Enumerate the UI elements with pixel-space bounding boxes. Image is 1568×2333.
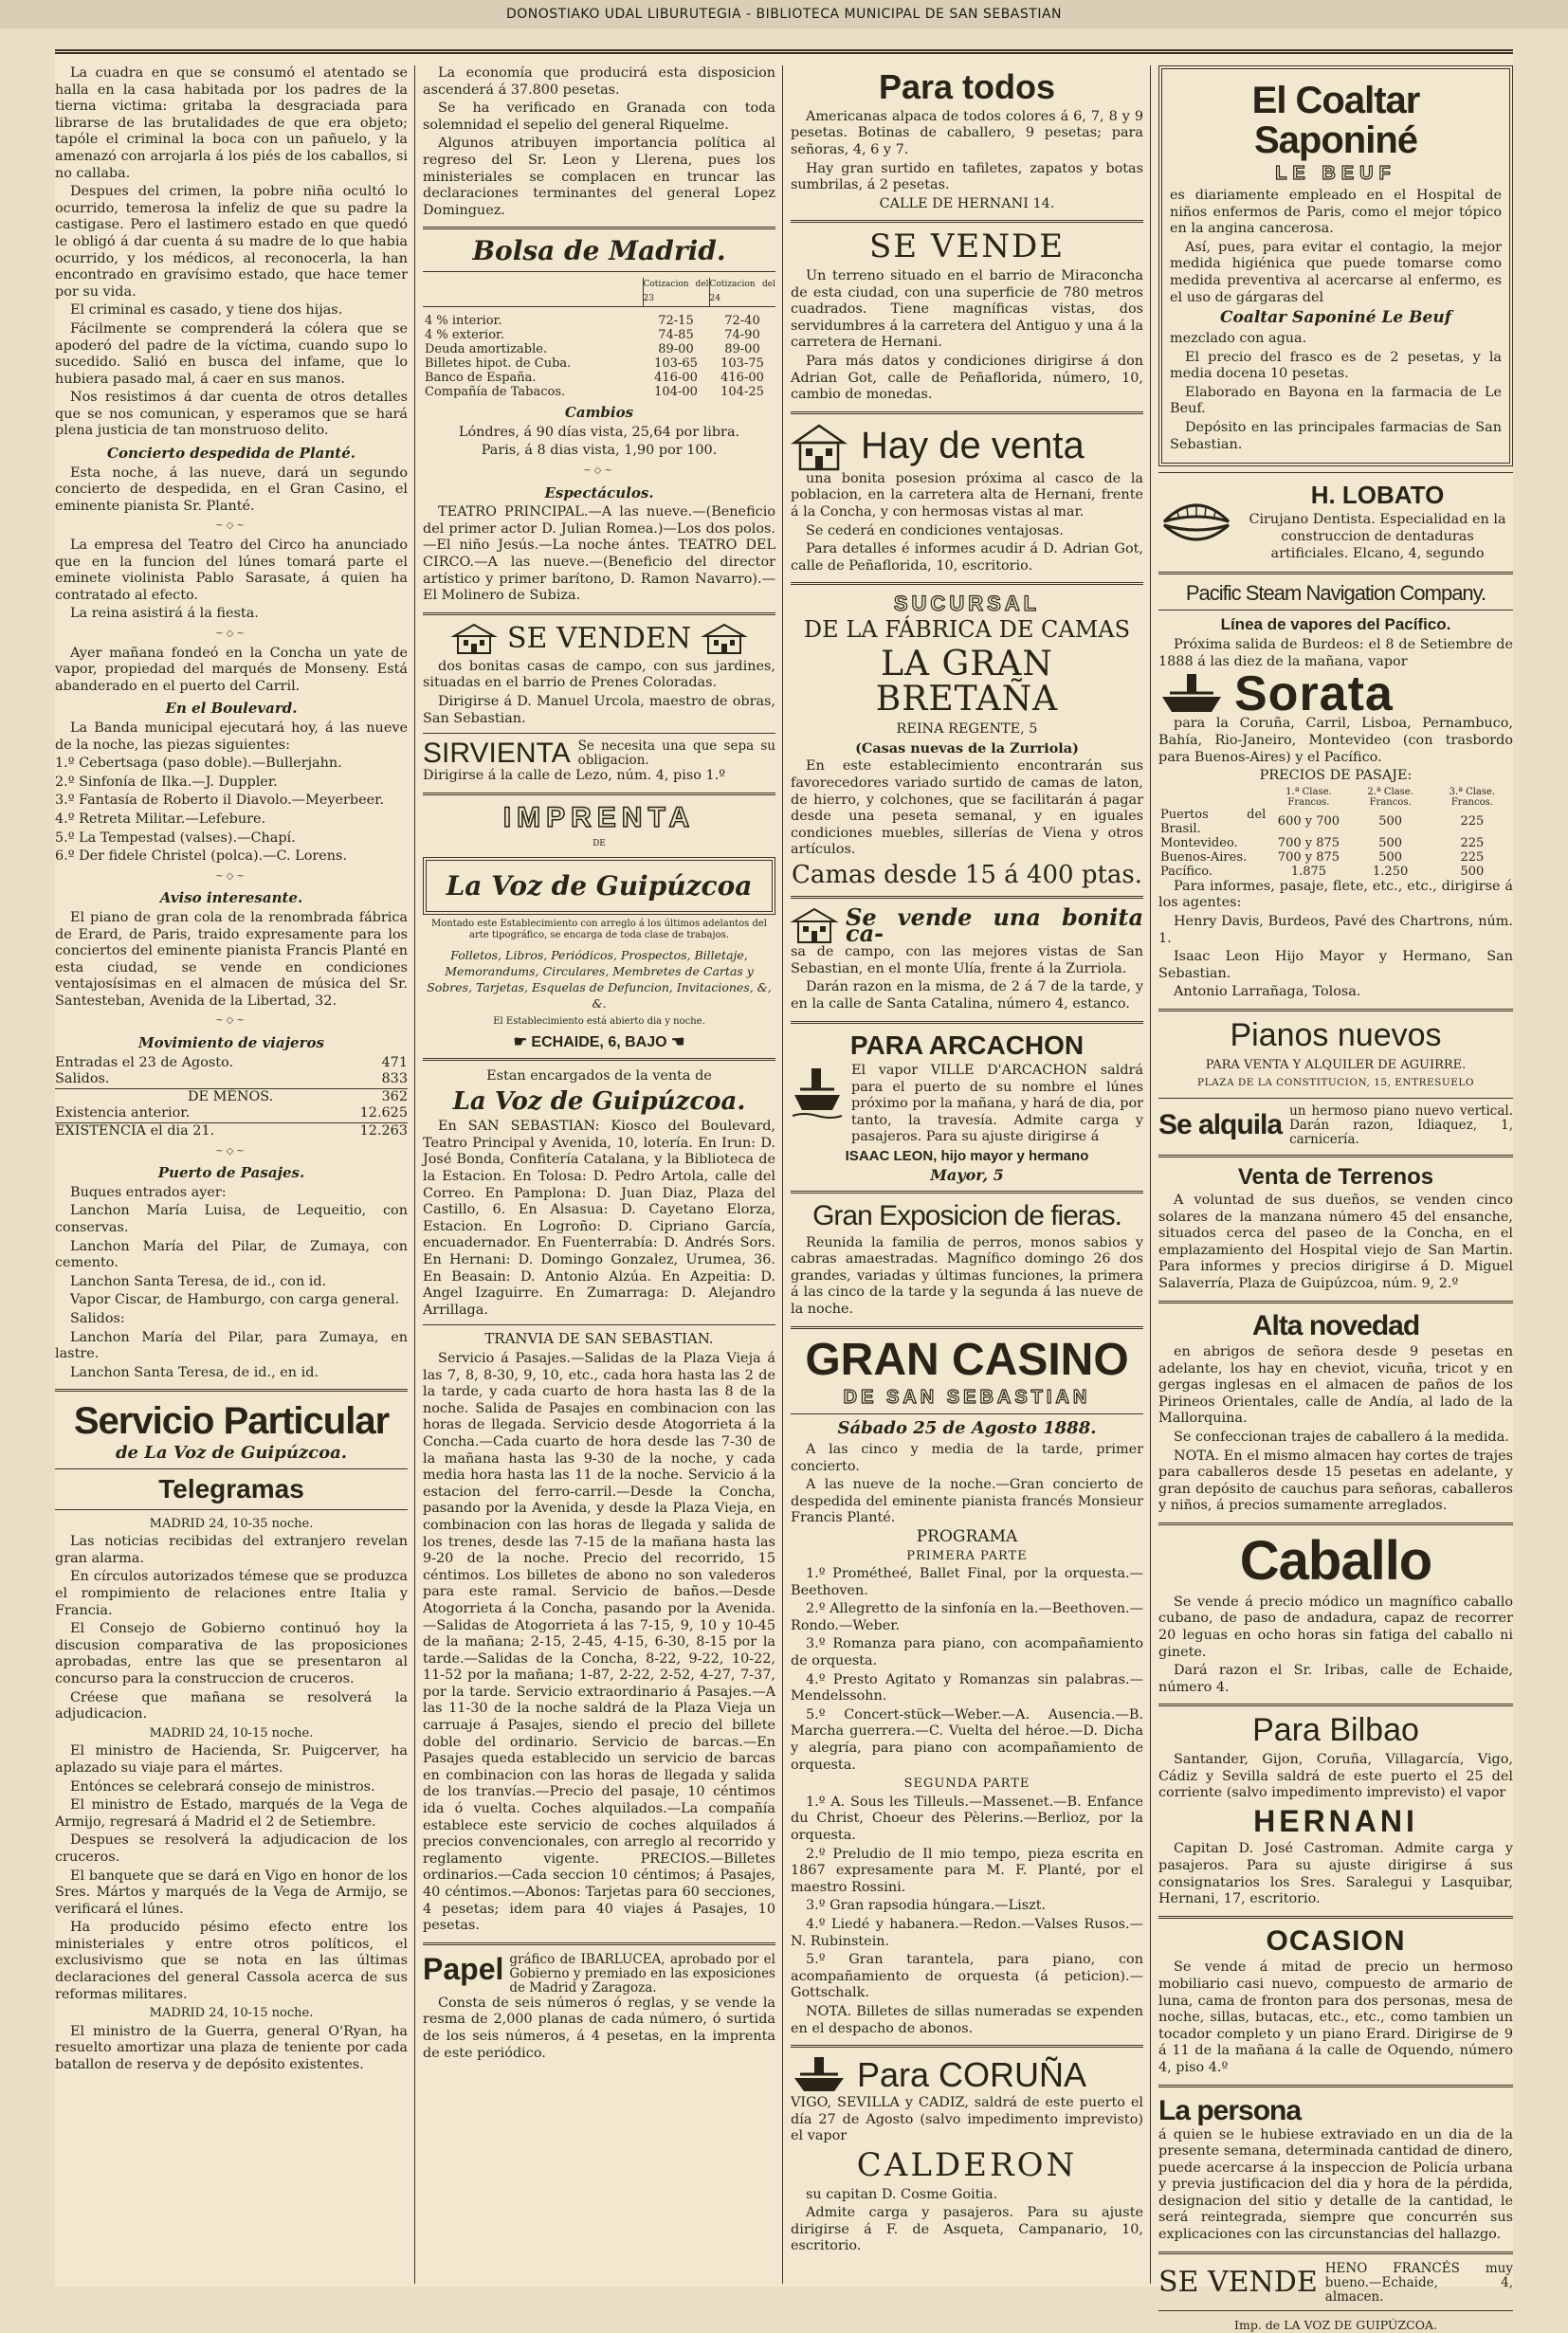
sirvienta-text: Se necesita una que sepa su obligacion. — [577, 738, 775, 769]
ornament-divider: ~◇~ — [215, 1015, 247, 1027]
arcachon-title: PARA ARCACHON — [849, 1030, 1085, 1060]
divider — [55, 1468, 408, 1469]
paragraph: Se cederá en condiciones ventajosas. — [806, 522, 1064, 538]
row-label: Entradas el 23 de Agosto. — [55, 1054, 234, 1070]
column-rule — [782, 65, 783, 2284]
hand-pointer-icon: ☛ — [513, 1033, 532, 1050]
paragraph: Dirigirse á D. Manuel Urcola, maestro de obras, San Sebastian. — [423, 693, 775, 726]
telegramas-title: Telegramas — [158, 1474, 304, 1504]
address: REINA REGENTE, 5 — [896, 721, 1038, 738]
paragraph: Depósito en las principales farmacias de San Sebastian. — [1170, 419, 1502, 452]
section-heading: Movimiento de viajeros — [138, 1034, 324, 1052]
divider — [1158, 1301, 1513, 1303]
section-heading: En el Boulevard. — [165, 700, 298, 718]
persona-ad — [1158, 2095, 1513, 2127]
address: (Casas nuevas de la Zurriola) — [855, 739, 1079, 756]
list-item: 5.º Gran tarantela, para piano, con acompañamiento de orquesta (á peticion).—Gottschalk. — [791, 1952, 1143, 2001]
camas-price: Camas desde 15 á 400 ptas. — [791, 860, 1143, 889]
part-heading: PRIMERA PARTE — [906, 1548, 1028, 1563]
divider — [791, 582, 1143, 585]
paragraph: Despues del crimen, la pobre niña ocultó lo ocurrido, temerosa la infeliz de que su padre la castigase. Pero el lastimero estado en que quedó le obligó á dar cuenta á su madre de lo que habia ocurrido, y los médicos, al reconocerla, la han encontrado en gravísimo estado, que hace temer por su vida. — [55, 184, 408, 300]
paragraph: NOTA. Billetes de sillas numeradas se expenden en el despacho de abonos. — [791, 2003, 1143, 2036]
paragraph: A las nueve de la noche.—Gran concierto de despedida del eminente pianista francés Monsieur Francis Planté. — [791, 1477, 1143, 1526]
table-row: Billetes hipot. de Cuba. 103-65 103-75 — [425, 356, 764, 372]
list-item: 6.º Der fidele Christel (polca).—C. Lorens. — [55, 848, 348, 865]
hand-pointer-icon: ☚ — [666, 1033, 685, 1050]
paragraph: Americanas alpaca de todos colores á 6, 7, 8 y 9 pesetas. Botinas de caballero, 9 pesetas; para señoras, 4, 6 y 7. — [791, 108, 1143, 157]
divider — [791, 411, 1143, 414]
paragraph: En círculos autorizados témese que se produzca el rompimiento de relaciones entre Italia y Francia. — [55, 1569, 408, 1618]
list-item: 4.º Retreta Militar.—Lefebure. — [55, 811, 266, 827]
paragraph: El Establecimiento está abierto dia y noche. — [493, 1016, 705, 1028]
table-row: 4 % exterior. 74-85 74-90 — [425, 328, 760, 343]
coaltar-ad — [1158, 65, 1513, 466]
paragraph: La reina asistirá á la fiesta. — [70, 606, 259, 622]
row-label: EXISTENCIA el dia 21. — [55, 1123, 215, 1139]
paragraph: La economía que producirá esta disposicion ascenderá á 37.800 pesetas. — [423, 65, 775, 98]
paragraph: La Banda municipal ejecutará hoy, á las nueve de la noche, las piezas siguientes: — [55, 720, 408, 753]
programa-heading: PROGRAMA — [916, 1526, 1018, 1546]
bonita-header — [791, 902, 1143, 948]
precios-table — [1158, 787, 1513, 879]
paragraph: Hay gran surtido en tafiletes, zapatos y botas sumbrilas, á 2 pesetas. — [791, 160, 1143, 193]
imprenta-name: La Voz de Guipúzcoa — [446, 869, 753, 902]
imprint: Imp. de LA VOZ DE GUIPÚZCOA. — [1234, 2317, 1437, 2332]
alquila-text: un hermoso piano nuevo vertical. Darán razon, Idiaquez, 1, carnicería. — [1289, 1103, 1513, 1147]
sirvienta-title: SIRVIENTA — [423, 738, 571, 770]
terrenos-title: Venta de Terrenos — [1237, 1163, 1434, 1190]
pianos-subtitle: PARA VENTA Y ALQUILER DE AGUIRRE. — [1205, 1057, 1467, 1072]
divider — [1158, 610, 1513, 611]
servicio-title: Servicio Particular — [73, 1400, 390, 1443]
paragraph: TEATRO PRINCIPAL.—A las nueve.—(Beneficio del primer actor D. Julian Romea.)—Los dos polos.—El niño Jesús.—La noche ántes. TEATRO DEL CIRCO.—A las nueve.—(Beneficio del director artístico y primer barítono, D. Ramon Navarro).—El Molinero de Subiza. — [423, 504, 775, 604]
house-icon — [701, 623, 748, 655]
divider — [423, 733, 775, 734]
paragraph: sa de campo, con las mejores vistas de San Sebastian, en el monte Ulía, frente á la Zurriola. — [791, 944, 1143, 976]
novedad-title: Alta novedad — [1251, 1309, 1420, 1341]
encargados-title: La Voz de Guipúzcoa. — [452, 1087, 746, 1116]
paragraph: Lanchon María Luisa, de Lequeitio, con conservas. — [55, 1203, 408, 1235]
divider — [1158, 1522, 1513, 1525]
paragraph: Las noticias recibidas del extranjero revelan gran alarma. — [55, 1534, 408, 1566]
ocasion-title: OCASION — [1266, 1924, 1406, 1957]
divider — [55, 1389, 408, 1392]
paragraph: Fácilmente se comprenderá la cólera que se apoderó del padre de la víctima, cuando supo lo sucedido. Salió en busca del infame, que lo hubiera pasado mal, á caer en sus manos. — [55, 320, 408, 387]
imprenta-title: IMPRENTA — [502, 801, 696, 833]
divider — [791, 896, 1143, 899]
casino-date: Sábado 25 de Agosto 1888. — [837, 1418, 1097, 1439]
list-item: 4.º Presto Agitato y Romanzas sin palabras.—Mendelssohn. — [791, 1671, 1143, 1704]
sorata-title: Sorata — [1234, 665, 1394, 721]
table-row — [55, 1123, 408, 1140]
paragraph: Vapor Ciscar, de Hamburgo, con carga general. — [70, 1292, 400, 1308]
boulevard-list — [55, 756, 408, 866]
paragraph: Se vende á mitad de precio un hermoso mobiliario casi nuevo, compuesto de armario de luna, cama de fronton para dos personas, mesa de noche, sillas, butacas, etc., etc., como tambien un tocador completo y un piano Erard. Dirigirse de 9 á 11 de la mañana á la calle de Oquendo, número 4, piso 4.º — [1158, 1959, 1513, 2075]
table-row: Banco de España. 416-00 416-00 — [425, 371, 764, 386]
paragraph: El Consejo de Gobierno continuó hoy la discusion comparativa de las proposiciones aprobadas, entre las que se presentaron al concurso para la construccion de cruceros. — [55, 1621, 408, 1686]
house-icon — [791, 422, 848, 471]
list-item: 5.º Concert-stück—Weber.—A. Ausencia.—B. Marcha guerrera.—C. Vuelta del héroe.—D. Dicha y alegría, para piano con acompañamiento de orquesta. — [791, 1706, 1143, 1773]
address-text: ECHAIDE, 6, BAJO — [531, 1033, 667, 1050]
persona-title: La persona — [1158, 2094, 1302, 2126]
paragraph: para la Coruña, Carril, Lisboa, Pernambuco, Bahía, Rio-Janeiro, Montevideo (con trasbordo para Buenos-Aires) y el Pacífico. — [1158, 716, 1513, 765]
divider — [423, 1058, 775, 1061]
divider — [791, 1326, 1143, 1329]
table-row: Buenos-Aires. 700 y 875 500 225 — [1160, 849, 1485, 865]
paragraph: Henry Davis, Burdeos, Pavé des Chartrons, núm. 1. — [1158, 913, 1513, 946]
paragraph: á quien se le hubiese extraviado en un dia de la presente semana, determinada cantidad de dinero, puede acercarse á la inspeccion de Policía urbana y previa justificacion del dia y hora de la pérdida, designacion del sitio y detalle de la cantidad, le será reintegrada, siempre que concurrén sus explicaciones con las circunstancias del hallazgo. — [1158, 2126, 1513, 2243]
paragraph: Para detalles é informes acudir á D. Adrian Got, calle de Peñaflorida, 10, escritorio. — [791, 541, 1143, 574]
paragraph: Lanchon María del Pilar, para Zumaya, en lastre. — [55, 1329, 408, 1362]
house-icon — [791, 906, 838, 944]
row-label: Salidos. — [55, 1071, 110, 1087]
se-venden-header — [423, 623, 775, 655]
casino-subtitle: DE SAN SEBASTIAN — [843, 1387, 1091, 1409]
divider — [791, 2045, 1143, 2048]
viajeros-table — [55, 1055, 408, 1140]
paragraph: su capitan D. Cosme Goitia. — [806, 2186, 998, 2202]
table-row — [55, 1105, 408, 1123]
divider — [1158, 1155, 1513, 1157]
paragraph: Montado este Establecimiento con arreglo á los últimos adelantos del arte tipográfico, se encarga de toda clase de trabajos. — [431, 919, 767, 941]
paragraph: Capitan D. José Castroman. Admite carga y pasajeros. Para su ajuste dirigirse á sus consignatarios los Sres. Saralegui y Lasquibar, Hernani, 17, escritorio. — [1158, 1841, 1513, 1907]
paragraph: El ministro de la Guerra, general O'Ryan, ha resuelto amortizar una plaza de teniente por cada batallon de reserva y de depósito existentes. — [55, 2023, 408, 2073]
ornament-divider: ~◇~ — [215, 520, 247, 532]
paragraph: La cuadra en que se consumó el atentado se halla en la casa habitada por los padres de la tierna victima: gritaba la desgraciada para librarse de las brutalidades de que era objeto; tapóle el criminal la boca con un pañuelo, y la amenazó con arrojarla á los piés de los caballos, si no callaba. — [55, 65, 408, 181]
hay-venta-title: Hay de venta — [861, 425, 1085, 466]
column-header: 2.ª Clase. Francos. — [1367, 786, 1413, 808]
row-label: Existencia anterior. — [55, 1105, 191, 1121]
casino-title: GRAN CASINO — [805, 1334, 1129, 1385]
paragraph: Para más datos y condiciones dirigirse á don Adrian Got, calle de Peñaflorida, número, 10, cambio de monedas. — [791, 354, 1143, 403]
pianos-title: Pianos nuevos — [1230, 1016, 1442, 1053]
steamship-icon — [791, 2055, 848, 2095]
paragraph: en abrigos de señora desde 9 pesetas en adelante, los hay en cheviot, vicuña, tricot y en gergas inglesas en el almacen de paños de los Pirineos Orientales, calle de Andía, al lado de la Mallorquina. — [1158, 1344, 1513, 1427]
divider — [1158, 472, 1513, 473]
table-row — [55, 1071, 408, 1089]
paragraph: Antonio Larrañaga, Tolosa. — [1174, 984, 1361, 1000]
paragraph: VIGO, SEVILLA y CADIZ, saldrá de este puerto el día 27 de Agosto (salvo impedimento imprevisto) el vapor — [791, 2095, 1143, 2144]
hay-venta-header — [791, 422, 1143, 471]
se-vende-heno-ad — [1158, 2262, 1513, 2305]
column-header: Cotizacion del 23 — [643, 278, 709, 307]
ornament-divider: ~◇~ — [215, 629, 247, 639]
paragraph: El criminal es casado, y tiene dos hijas. — [70, 302, 343, 319]
column-rule — [414, 65, 415, 2284]
ornament-divider: ~◇~ — [215, 1145, 247, 1157]
paragraph: Se ha verificado en Granada con toda solemnidad el sepelio del general Riquelme. — [423, 100, 775, 133]
coaltar-name: Coaltar Saponiné Le Beuf — [1219, 308, 1452, 328]
paragraph: Salidos: — [70, 1310, 125, 1326]
paragraph: Santander, Gijon, Coruña, Villagarcía, Vigo, Cádiz y Sevilla saldrá de este puerto el 25 del corriente (salvo impedimento imprevisto) el vapor — [1158, 1752, 1513, 1801]
list-item: 3.º Gran rapsodia húngara.—Liszt. — [806, 1898, 1047, 1914]
paragraph: La empresa del Teatro del Circo ha anunciado que en la funcion del lúnes tomará parte el eminete violinista Pablo Sarasate, á quien ha contratado al efecto. — [55, 538, 408, 603]
imprenta-list: Folletos, Libros, Periódicos, Prospectos, Billetaje, Memorandums, Circulares, Membretes de Cartas y Sobres, Tarjetas, Esquelas de Defuncion, Invitaciones, &, &. — [427, 948, 772, 1012]
table-row: Deuda amortizable. 89-00 89-00 — [425, 342, 760, 357]
table-row: Compañía de Tabacos. 104-00 104-25 — [425, 385, 764, 400]
divider — [423, 1324, 775, 1325]
dateline: MADRID 24, 10-15 noche. — [149, 2006, 314, 2021]
paragraph: es diariamente empleado en el Hospital de niños enfermos de Paris, como el mejor tópico en la angina cancerosa. — [1170, 188, 1502, 237]
column-4 — [1158, 65, 1513, 2332]
paragraph: Se vende á precio módico un magnífico caballo cubano, de paso de andadura, capaz de recorrer 20 leguas en ocho horas sin fatiga del caballo ni ginete. — [1158, 1594, 1513, 1660]
lobato-text-block — [1242, 479, 1513, 564]
dateline: MADRID 24, 10-35 noche. — [149, 1516, 314, 1531]
row-value: 362 — [381, 1088, 408, 1104]
imprenta-address — [423, 1034, 775, 1051]
sirvienta-ad — [423, 739, 775, 768]
sorata-header — [1158, 665, 1513, 721]
row-label: DE MÉNOS. — [188, 1088, 274, 1104]
paragraph: El precio del frasco es de 2 pesetas, y la media docena 10 pesetas. — [1170, 349, 1502, 382]
paragraph: Reunida la familia de perros, monos sabios y cabras amaestradas. Magnífico domingo 26 dos grandes, variadas y últimas funciones, la primera á las cinco de la tarde y la segunda á las nueve de la noche. — [791, 1234, 1143, 1318]
coaltar-subtitle: LE BEUF — [1275, 163, 1396, 184]
paragraph: Consta de seis números ó reglas, y se vende la resma de 2,000 planas de cada número, ó surtida de los seis números, á 4 pesetas, en la imprenta de este periódico. — [423, 1995, 775, 2061]
list-item: 1.º A. Sous les Tilleuls.—Massenet.—B. Enfance du Christ, Choeur des Pèlerins.—Berlioz, por la orquesta. — [791, 1794, 1143, 1844]
steamship-icon — [791, 1063, 844, 1120]
list-item: 3.º Fantasía de Roberto il Diavolo.—Meyerbeer. — [55, 793, 385, 809]
part-heading: SEGUNDA PARTE — [903, 1777, 1030, 1792]
column-3 — [791, 65, 1143, 2284]
divider — [791, 220, 1143, 223]
divider — [55, 1509, 408, 1510]
list-item: 5.º La Tempestad (valses).—Chapí. — [55, 829, 296, 846]
paragraph: En SAN SEBASTIAN: Kiosco del Boulevard, Teatro Principal y Avenida, 10, lotería. En Irun: D. José Bonda, Confitería Catalana, y la Biblioteca de la Estacion. En Tolosa: D. Pedro Artola, calle del Correo. En Pamplona: D. Juan Diaz, Plaza del Castillo, 6. En Alsasua: D. Cayetano Elorza, Estacion. En Logroño: D. Cipriano García, encuadernador. En Fuenterrabía: D. Andrés Sors. En Hernani: D. Domingo Gonzalez, Urumea, 36. En Beasain: D. Antonio Alzúa. En Azpeitia: D. Angel Izaguirre. En Zumarraga: D. Alejandro Arrillaga. — [423, 1119, 775, 1318]
paragraph: Un terreno situado en el barrio de Miraconcha de esta ciudad, con una superficie de 780 metros cuadrados. Tiene magníficas vistas, dos servidumbres á la carretera del Antiguo y una á la carretera de Hernani. — [791, 268, 1143, 351]
papel-text: gráfico de IBARLUCEA, aprobado por el Gobierno y premiado en las exposiciones de Madrid y Zaragoza. — [509, 1951, 775, 1996]
paragraph: El banquete que se dará en Vigo en honor de los Sres. Mártos y marqués de la Vega de Armijo, se verificará el lúnes. — [55, 1868, 408, 1917]
paragraph: Así, pues, para evitar el contagio, la mejor medida higiénica que puede tomarse como medida preventiva al acercarse al enfermo, es el uso de gárgaras del — [1170, 239, 1502, 305]
sucursal-title: SUCURSAL — [893, 592, 1041, 616]
paragraph: Buques entrados ayer: — [70, 1184, 227, 1200]
section-heading: Puerto de Pasajes. — [157, 1164, 305, 1182]
paragraph: Ayer mañana fondeó en la Concha un yate de vapor, propiedad del marqués de Monseny. Está abanderado en el puerto del Carril. — [55, 645, 408, 694]
dateline: MADRID 24, 10-15 noche. — [149, 1725, 314, 1741]
paragraph: En este establecimiento encontrarán sus favorecedores variado surtido de camas de laton, de hierro, y colchones, que se facilitarán á pagar desde una peseta semanal, y en iguales condiciones muebles, sillerías de Viena y otros artículos. — [791, 758, 1143, 858]
coruna-title: Para CORUÑA — [857, 2055, 1087, 2095]
divider — [1158, 2085, 1513, 2087]
paragraph: El vapor VILLE D'ARCACHON saldrá para el puerto de su nombre el lúnes próximo por la mañana, y hará de dia, por tanto, la travesía. Admite carga y pasajeros. Para su ajuste dirigirse á — [851, 1063, 1143, 1145]
calderon-title: CALDERON — [856, 2145, 1078, 2184]
paragraph: Ha producido pésimo efecto entre los ministeriales y entre otros políticos, el exclusivismo que se nota en las últimas declaraciones del general Cassola acerca de sus reformas militares. — [55, 1920, 408, 2002]
column-header: 1.ª Clase. Francos. — [1285, 786, 1332, 808]
list-item: 1.º Prométheé, Ballet Final, por la orquesta.—Beethoven. — [791, 1566, 1143, 1598]
paragraph: Entónces se celebrará consejo de ministros. — [70, 1778, 375, 1795]
paragraph: Lanchon María del Pilar, de Zumaya, con cemento. — [55, 1238, 408, 1271]
divider — [1158, 1704, 1513, 1706]
table-row: Montevideo. 700 y 875 500 225 — [1160, 835, 1485, 850]
paragraph: Despues se resolverá la adjudicacion de los cruceros. — [55, 1832, 408, 1865]
alquila-title: Se alquila — [1158, 1109, 1283, 1141]
column-header: Cotizacion del 24 — [709, 278, 775, 307]
se-vende-title: SE VENDE — [868, 228, 1066, 266]
list-item: 4.º Liedé y habanera.—Redon.—Valses Rusos.—N. Rubinstein. — [791, 1916, 1143, 1949]
paragraph: Lóndres, á 90 días vista, 25,64 por libra. — [458, 424, 740, 440]
fieras-title: Gran Exposicion de fieras. — [812, 1200, 1121, 1232]
paragraph: Créese que mañana se resolverá la adjudicacion. — [55, 1689, 408, 1722]
section-heading: Aviso interesante. — [159, 889, 303, 907]
divider — [423, 227, 775, 229]
paragraph: Admite carga y pasajeros. Para su ajuste dirigirse á F. de Asqueta, Campanario, 10, escritorio. — [791, 2205, 1143, 2254]
archive-header: DONOSTIAKO UDAL LIBURUTEGIA - BIBLIOTECA MUNICIPAL DE SAN SEBASTIAN — [0, 0, 1568, 28]
paragraph: una bonita posesion próxima al casco de la poblacion, en la carretera alta de Hernani, frente á la Concha, y con hermosas vistas al mar. — [791, 470, 1143, 519]
se-vende-text: HENO FRANCÉS muy bueno.—Echaide, 4, almacen. — [1324, 2260, 1513, 2305]
divider — [423, 793, 775, 795]
servicio-subtitle: de La Voz de Guipúzcoa. — [115, 1443, 348, 1464]
arcachon-body — [791, 1063, 1143, 1148]
hernani-title: HERNANI — [1253, 1803, 1418, 1838]
divider — [1158, 2251, 1513, 2254]
pacific-subtitle: Línea de vapores del Pacífico. — [1220, 615, 1451, 634]
paragraph: Dirigirse á la calle de Lezo, núm. 4, piso 1.º — [423, 768, 725, 784]
bolsa-title: Bolsa de Madrid. — [472, 235, 726, 267]
row-value: 12.263 — [359, 1123, 408, 1139]
table-row: 4 % interior. 72-15 72-40 — [425, 314, 760, 329]
section-heading: Espectáculos. — [544, 483, 654, 501]
ornament-divider: ~◇~ — [215, 870, 247, 882]
divider — [1158, 572, 1513, 574]
imprenta-de: DE — [593, 839, 606, 849]
papel-ad — [423, 1953, 775, 1996]
address: CALLE DE HERNANI 14. — [879, 195, 1055, 211]
table-row: Pacífico. 1.875 1.250 500 — [1160, 864, 1485, 879]
row-value: 833 — [381, 1071, 408, 1087]
bolsa-table — [423, 278, 775, 400]
section-heading: TRANVIA DE SAN SEBASTIAN. — [484, 1330, 714, 1348]
dentures-icon — [1158, 493, 1234, 550]
papel-title: Papel — [423, 1951, 504, 1986]
bilbao-title: Para Bilbao — [1252, 1712, 1419, 1749]
paragraph: Lanchon Santa Teresa, de id., en id. — [70, 1364, 319, 1380]
divider — [791, 1191, 1143, 1194]
paragraph: Algunos atribuyen importancia política al regreso del Sr. Leon y Llerena, pues los ministeriales se complacen en truncar las declaraciones terminantes del general Lopez Dominguez. — [423, 136, 775, 218]
paragraph: Elaborado en Bayona en la farmacia de Le Beuf. — [1170, 384, 1502, 417]
paragraph: Para informes, pasaje, flete, etc., etc., dirigirse á los agentes: — [1158, 878, 1513, 911]
ornament-divider: ~◇~ — [583, 465, 615, 477]
column-header: 3.ª Clase. Francos. — [1449, 786, 1496, 808]
list-item: 1.º Cebertsaga (paso doble).—Bullerjahn. — [55, 756, 342, 772]
paragraph: Nos resistimos á dar cuenta de otros detalles que se nos comunican, y esperamos que se hará plena justicia de tan monstruoso delito. — [55, 390, 408, 439]
divider — [791, 1413, 1143, 1414]
para-todos-title: Para todos — [878, 67, 1056, 106]
sucursal-name: LA GRAN BRETAÑA — [875, 644, 1059, 720]
agent-name: ISAAC LEON, hijo mayor y hermano — [845, 1148, 1089, 1165]
lobato-title: H. LOBATO — [1310, 481, 1445, 510]
column-2 — [423, 65, 775, 2284]
paragraph: Isaac Leon Hijo Mayor y Hermano, San Sebastian. — [1158, 949, 1513, 981]
se-venden-title: SE VENDEN — [506, 622, 691, 656]
imprenta-box — [423, 857, 775, 915]
divider — [423, 271, 775, 272]
paragraph: Se confeccionan trajes de caballero á la medida. — [1174, 1429, 1509, 1445]
agent-address: Mayor, 5 — [930, 1165, 1004, 1184]
pacific-title: Pacific Steam Navigation Company. — [1185, 581, 1486, 606]
paragraph: Cirujano Dentista. Especialidad en la construccion de dentaduras artificiales. Elcano, 4, segundo — [1249, 512, 1506, 561]
alquila-ad — [1158, 1104, 1513, 1147]
bonita-title: Se vende una bonita ca- — [846, 902, 1143, 948]
paragraph: dos bonitas casas de campo, con sus jardines, situadas en el barrio de Prenes Coloradas. — [423, 658, 775, 691]
section-heading: Cambios — [564, 404, 634, 422]
paragraph: Darán razon en la misma, de 2 á 7 de la tarde, y en la calle de Santa Catalina, número 4, estanco. — [791, 979, 1143, 1012]
paragraph: El ministro de Estado, marqués de la Vega de Armijo, regresará á Madrid el 2 de Setiembre. — [55, 1797, 408, 1830]
caballo-title: Caballo — [1239, 1529, 1432, 1592]
precios-heading: PRECIOS DE PASAJE: — [1259, 768, 1413, 784]
paragraph: El piano de gran cola de la renombrada fábrica de Erard, de Paris, traido expresamente para los conciertos del eminente pianista Francis Planté en esta ciudad, se vende en condiciones ventajosísimas en el almacen de música del Sr. Santesteban, Avenida de la Libertad, 32. — [55, 909, 408, 1009]
newspaper-page — [55, 49, 1513, 2332]
steamship-icon — [1158, 672, 1225, 716]
row-value: 471 — [381, 1054, 408, 1070]
paragraph: Dará razon el Sr. Iribas, calle de Echaide, número 4. — [1158, 1663, 1513, 1695]
pianos-address: PLAZA DE LA CONSTITUCION, 15, ENTRESUELO — [1197, 1077, 1474, 1089]
divider — [1158, 1916, 1513, 1919]
paragraph: El ministro de Hacienda, Sr. Puigcerver, ha aplazado su viaje para el mártes. — [55, 1743, 408, 1776]
divider — [1158, 1098, 1513, 1099]
paragraph: Próxima salida de Burdeos: el 8 de Setiembre de 1888 á las diez de la mañana, vapor — [1158, 637, 1513, 669]
section-heading: Concierto despedida de Planté. — [107, 445, 356, 463]
lobato-ad — [1158, 479, 1513, 564]
list-item: 3.º Romanza para piano, con acompañamiento de orquesta. — [791, 1636, 1143, 1669]
table-row: Puertos del Brasil. 600 y 700 500 225 — [1160, 807, 1485, 836]
paragraph: Paris, á 8 dias vista, 1,90 por 100. — [481, 443, 718, 459]
sucursal-subtitle: DE LA FÁBRICA DE CAMAS — [803, 616, 1131, 644]
paragraph: mezclado con agua. — [1170, 331, 1307, 346]
paragraph: Estan encargados de la venta de — [486, 1068, 712, 1084]
divider — [423, 1942, 775, 1945]
paragraph: Servicio á Pasajes.—Salidas de la Plaza Vieja á las 7, 8, 8-30, 9, 10, etc., cada hora hasta las 2 de la tarde, y cada cuarto de hora hasta las 8 de la noche. Salida de Pasajes en combinacion con las horas de llegada. Servicio desde Atogorrieta á la Concha.—Cada cuarto de hora desde las 7-30 de la mañana hasta las 9-30 de la noche, y cada media hora hasta las 11 de la noche. Servicio á la estacion del ferro-carril.—Desde la Concha, pasando por la Avenida, y desde la Plaza Vieja, en combinacion con las horas de llegada y salida de los trenes, desde las 7-15 de la mañana hasta las 9-20 de la noche. Precio del recorrido, 15 céntimos. Los billetes de abono no son valederos para este ramal. Servicio de baños.—Desde Atogorrieta á la Concha, pasando por la Avenida.—Salidas de Atogorrieta á las 7-15, 9, 10 y 10-45 de la mañana; 2-15, 2-45, 4-15, 6-30, 8-15 por la tarde.—Salidas de la Concha, 8-22, 9-22, 10-22, 11-52 por la mañana; 1-87, 2-22, 2-52, 4-27, 7-37, por la tarde. Servicio extraordinario á Pasajes.—A las 11-30 de la noche saldrá de la Plaza Vieja un carruaje á Pasajes, siendo el precio del billete doble del ordinario. Servicio de barcas.—En Pasajes queda establecido un servicio de barcas en combinacion con las horas de llegada y salida de los tranvías.—Precio del pasaje, 10 céntimos ida ó vuelta. Coches alquilados.—La compañía establece este servicio de coches alquilados á precios convencionales, con arreglo al recorrido y reglamento vigente. PRECIOS.—Billetes ordinarios.—Cada seccion 10 céntimos; á Pasajes, 40 céntimos.—Abonos: Tarjetas para 60 secciones, 4 pesetas; idem para 40 viajes á Pasajes, 10 pesetas. — [423, 1351, 775, 1934]
column-rule — [1150, 65, 1151, 2284]
divider — [423, 612, 775, 615]
divider — [1158, 2310, 1513, 2311]
divider — [791, 1021, 1143, 1024]
row-value: 12.625 — [359, 1105, 408, 1121]
table-row — [55, 1089, 408, 1106]
list-item: 2.º Sinfonía de Ilka.—J. Duppler. — [55, 774, 278, 790]
coaltar-title: El Coaltar Saponiné — [1251, 80, 1420, 161]
paragraph: Lanchon Santa Teresa, de id., con id. — [70, 1273, 327, 1289]
paragraph: NOTA. En el mismo almacen hay cortes de trajes para caballeros desde 15 pesetas en adelante, y gran depósito de cauchus para señoras, caballeros y niños, á precios sumamente arreglados. — [1158, 1448, 1513, 1514]
coruna-header — [791, 2055, 1143, 2095]
paragraph: A voluntad de sus dueños, se venden cinco solares de la manzana número 45 del ensanche, situados cerca del paseo de la Concha, en el emplazamiento del Hospital viejo de San Martin. Para informes y precios dirigirse á D. Miguel Salaverría, Plaza de Guipúzcoa, núm. 9, 2.º — [1158, 1192, 1513, 1291]
paragraph: A las cinco y media de la tarde, primer concierto. — [791, 1441, 1143, 1474]
table-row — [55, 1055, 408, 1072]
house-icon — [450, 623, 498, 655]
se-vende-title: SE VENDE — [1158, 2266, 1318, 2300]
paragraph: Esta noche, á las nueve, dará un segundo concierto de despedida, en el Gran Casino, el eminente pianista Sr. Planté. — [55, 465, 408, 514]
divider — [1158, 1009, 1513, 1012]
column-1 — [55, 65, 408, 2284]
list-item: 2.º Allegretto de la sinfonía en la.—Beethoven.—Rondo.—Weber. — [791, 1601, 1143, 1633]
list-item: 2.º Preludio de Il mio tempo, pieza escrita en 1867 expresamente para M. F. Planté, por el maestro Rossini. — [791, 1846, 1143, 1895]
